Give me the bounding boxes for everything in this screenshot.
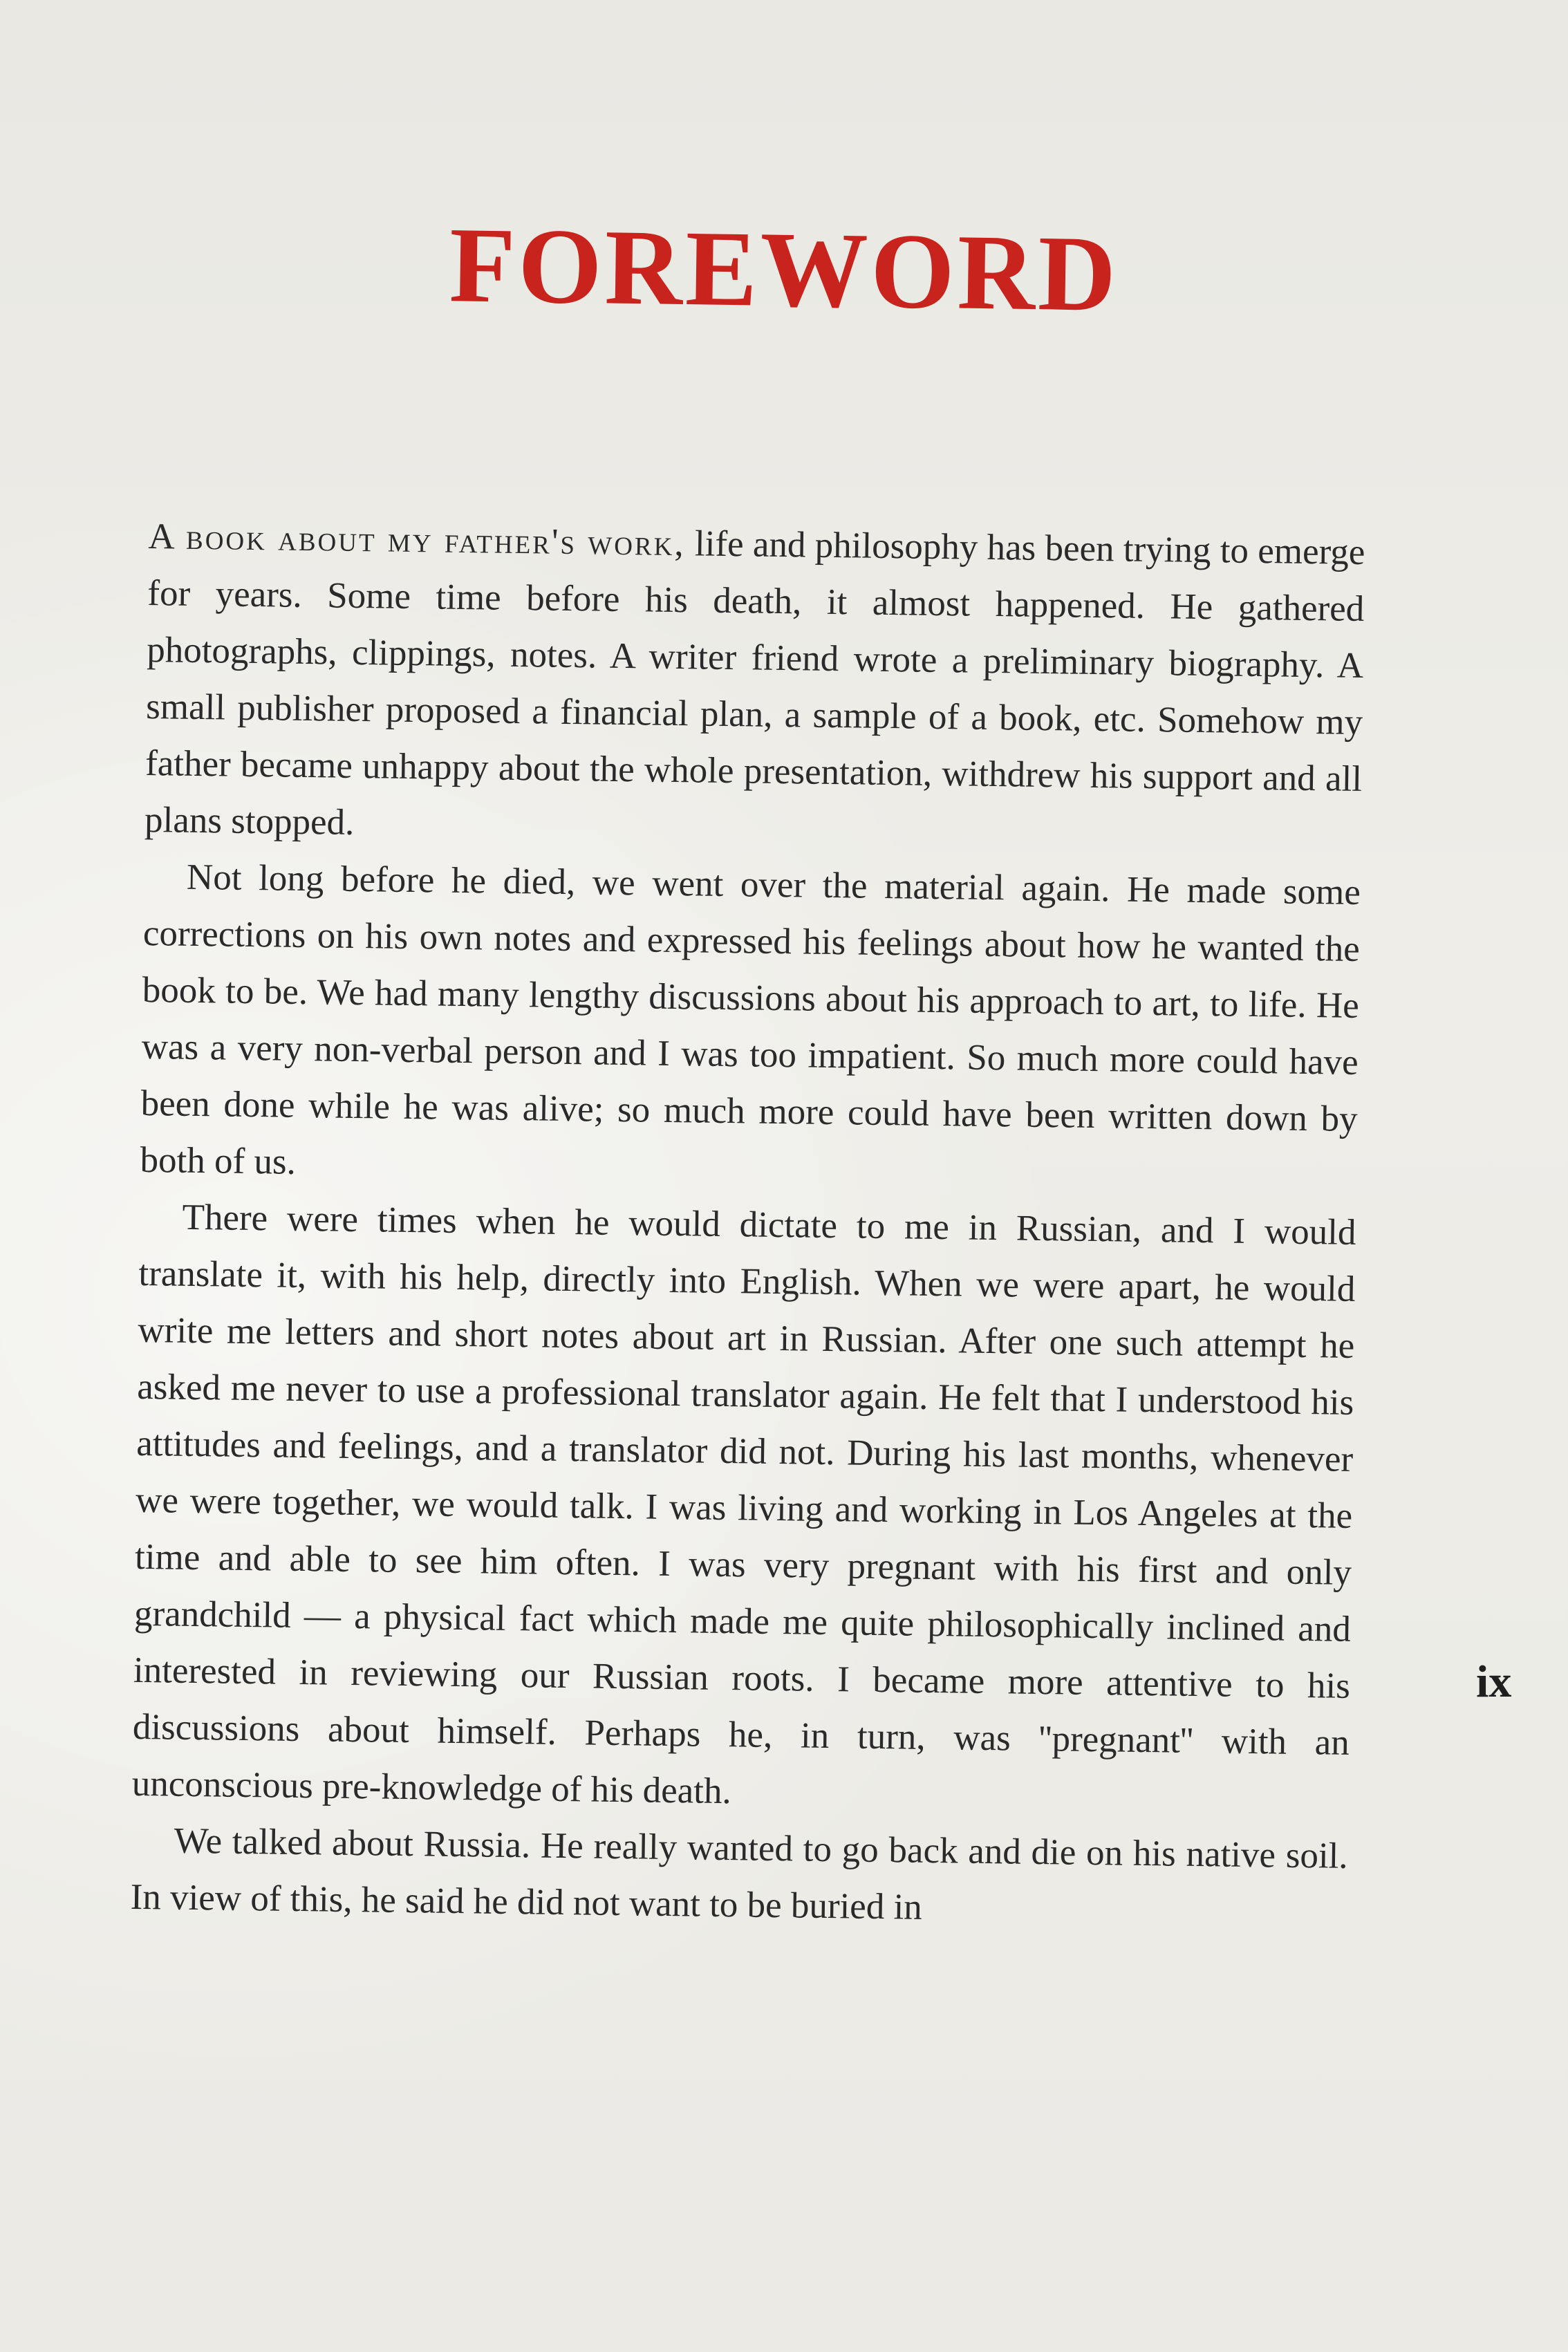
page-title: FOREWORD (448, 205, 1120, 334)
foreword-body (130, 508, 1365, 1941)
paragraph-text: There were times when he would dictate to me in Russian, and I would translate it, with his help, directly into English. When we were apart, he would write me letters and short notes about art in Russian. After one such attempt he asked me never to use a professional translator again. He felt that I understood his attitudes and feelings, and a translator did not. During his last months, whenever we were together, we would talk. I was living and working in Los Angeles at the time and able to see him often. I was very pregnant with his first and only grandchild — a physical fact which made me quite philosophically inclined and interested in reviewing our Russian roots. I became more attentive to his discussions about himself. Perhaps he, in turn, was ''pregnant'' with an unconscious pre-knowledge of his death. (131, 1197, 1356, 1812)
paragraph-lead-in: A book about my father's work, (148, 516, 687, 564)
paragraph-text: life and philosophy has been trying to emerge for years. Some time before his death, it almost happened. He gathered photographs, clippings, notes. A writer friend wrote a preliminary biography. A small publisher proposed a financial plan, a sample of a book, etc. Somehow my father became unhappy about the whole presentation, withdrew his support and all plans stopped. (144, 523, 1365, 843)
paragraph-3 (131, 1188, 1356, 1828)
paragraph-2 (140, 848, 1361, 1204)
paragraph-text: We talked about Russia. He really wanted to go back and die on his native soil. In view of this, he said he did not want to be buried in (130, 1820, 1349, 1928)
page-number: ix (1476, 1656, 1512, 1707)
paragraph-1 (144, 508, 1365, 864)
paragraph-4 (130, 1812, 1348, 1941)
paragraph-text: Not long before he died, we went over the material again. He made some corrections on his own notes and expressed his feelings about how he wanted the book to be. We had many lengthy discussions about his approach to art, to life. He was a very non-verbal person and I was too impatient. So much more could have been done while he was alive; so much more could have been written down by both of us. (140, 857, 1361, 1182)
